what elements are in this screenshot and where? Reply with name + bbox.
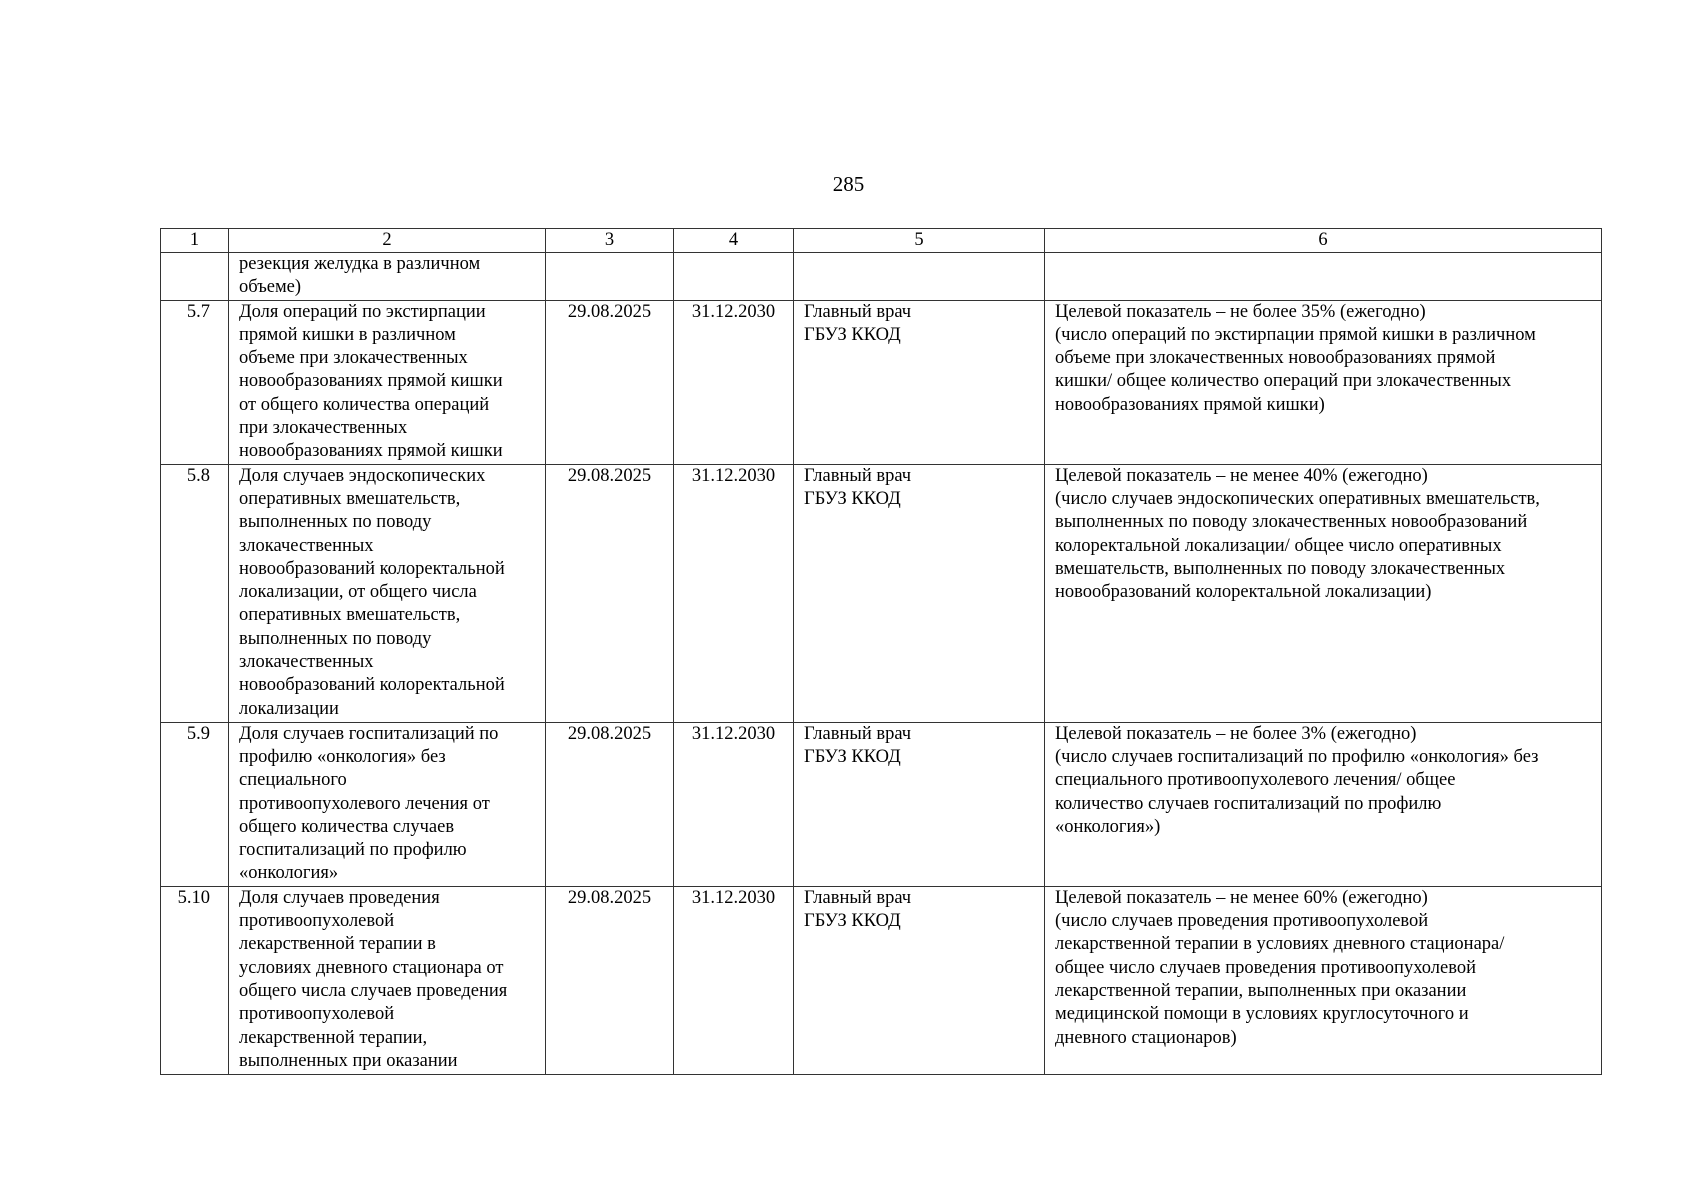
- responsible-cell: Главный врач ГБУЗ ККОД: [794, 886, 1045, 1074]
- indicator-cell: Доля операций по экстирпации прямой кишки в различном объеме при злокачественных новообразованиях прямой кишки от общего количества операций при злокачественных новообразованиях прямой кишки: [229, 300, 546, 464]
- page-number: 285: [832, 172, 865, 196]
- indicator-cell: резекция желудка в различном объеме): [229, 253, 546, 301]
- table-row: [161, 464, 1602, 722]
- table-row: [161, 722, 1602, 886]
- responsible-cell: [794, 253, 1045, 301]
- indicator-cell: Доля случаев проведения противоопухолевой лекарственной терапии в условиях дневного стационара от общего числа случаев проведения противоопухолевой лекарственной терапии, выполненных при оказании: [229, 886, 546, 1074]
- target-cell: Целевой показатель – не более 35% (ежегодно) (число операций по экстирпации прямой кишки в различном объеме при злокачественных новообразованиях прямой кишки/ общее количество операций при злокачественных новообразованиях прямой кишки): [1045, 300, 1602, 464]
- header-col-1: 1: [161, 229, 229, 253]
- end-date-cell: 31.12.2030: [674, 886, 794, 1074]
- responsible-cell: Главный врач ГБУЗ ККОД: [794, 722, 1045, 886]
- end-date-cell: 31.12.2030: [674, 722, 794, 886]
- start-date-cell: 29.08.2025: [546, 300, 674, 464]
- end-date-cell: 31.12.2030: [674, 464, 794, 722]
- responsible-cell: Главный врач ГБУЗ ККОД: [794, 464, 1045, 722]
- header-col-2: 2: [229, 229, 546, 253]
- header-col-5: 5: [794, 229, 1045, 253]
- indicator-cell: Доля случаев госпитализаций по профилю «онкология» без специального противоопухолевого лечения от общего количества случаев госпитализаций по профилю «онкология»: [229, 722, 546, 886]
- start-date-cell: 29.08.2025: [546, 722, 674, 886]
- table-header-row: [161, 229, 1602, 253]
- start-date-cell: [546, 253, 674, 301]
- row-number: [161, 253, 229, 301]
- responsible-cell: Главный врач ГБУЗ ККОД: [794, 300, 1045, 464]
- row-number: 5.8: [161, 464, 229, 722]
- table-row: [161, 886, 1602, 1074]
- header-col-3: 3: [546, 229, 674, 253]
- row-number: 5.9: [161, 722, 229, 886]
- target-cell: Целевой показатель – не более 3% (ежегодно) (число случаев госпитализаций по профилю «онкология» без специального противоопухолевого лечения/ общее количество случаев госпитализаций по профилю «онкология»): [1045, 722, 1602, 886]
- row-number: 5.7: [161, 300, 229, 464]
- target-cell: Целевой показатель – не менее 60% (ежегодно) (число случаев проведения противоопухолевой лекарственной терапии в условиях дневного стационара/ общее число случаев проведения противоопухолевой лекарственной терапии, выполненных при оказании медицинской помощи в условиях круглосуточного и дневного стационаров): [1045, 886, 1602, 1074]
- target-cell: [1045, 253, 1602, 301]
- indicator-cell: Доля случаев эндоскопических оперативных вмешательств, выполненных по поводу злокачественных новообразований колоректальной локализации, от общего числа оперативных вмешательств, выполненных по поводу злокачественных новообразований колоректальной локализации: [229, 464, 546, 722]
- end-date-cell: 31.12.2030: [674, 300, 794, 464]
- table-row: [161, 253, 1602, 301]
- header-col-6: 6: [1045, 229, 1602, 253]
- table-row: [161, 300, 1602, 464]
- row-number: 5.10: [161, 886, 229, 1074]
- plan-table: [160, 228, 1602, 1075]
- header-col-4: 4: [674, 229, 794, 253]
- start-date-cell: 29.08.2025: [546, 886, 674, 1074]
- end-date-cell: [674, 253, 794, 301]
- target-cell: Целевой показатель – не менее 40% (ежегодно) (число случаев эндоскопических оперативных вмешательств, выполненных по поводу злокачественных новообразований колоректальной локализации/ общее число оперативных вмешательств, выполненных по поводу злокачественных новообразований колоректальной локализации): [1045, 464, 1602, 722]
- start-date-cell: 29.08.2025: [546, 464, 674, 722]
